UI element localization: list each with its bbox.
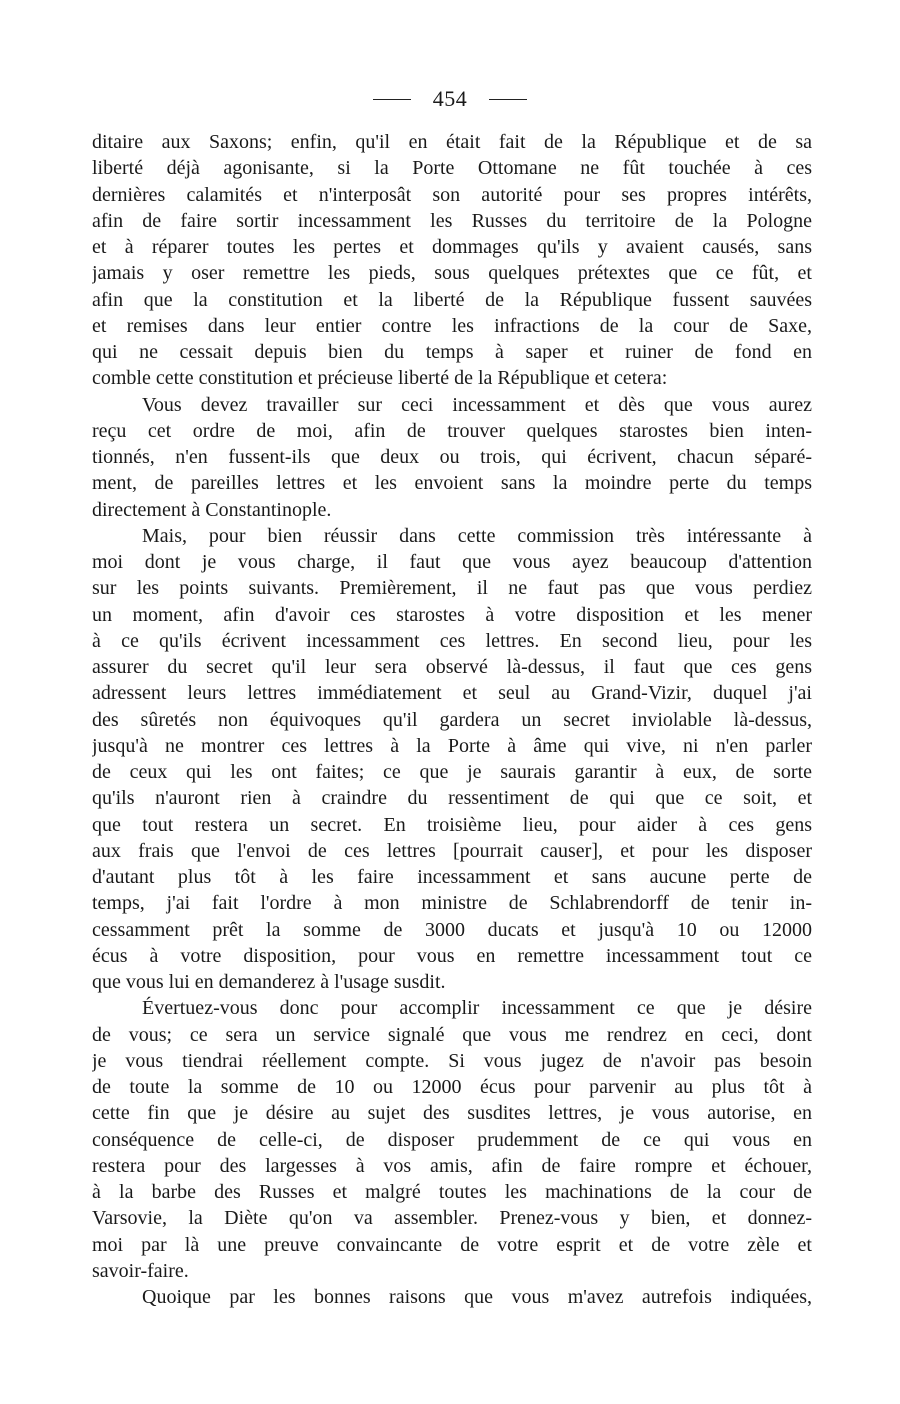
text-line: qui ne cessait depuis bien du temps à saper et ruiner de fond en bbox=[92, 341, 812, 363]
text-line: reçu cet ordre de moi, afin de trouver quelques starostes bien inten- bbox=[92, 419, 812, 442]
header-rule-left bbox=[373, 99, 411, 100]
text-line: et remises dans leur entier contre les infractions de la cour de Saxe, bbox=[92, 314, 812, 337]
text-line: jusqu'à ne montrer ces lettres à la Porte à âme qui vive, ni n'en parler bbox=[92, 734, 812, 757]
text-line: moi dont je vous charge, il faut que vous ayez beaucoup d'attention bbox=[92, 551, 812, 573]
header-rule-right bbox=[489, 99, 527, 100]
text-line: un moment, afin d'avoir ces starostes à votre disposition et les mener bbox=[92, 603, 812, 626]
text-line: conséquence de celle-ci, de disposer prudemment de ce qui vous en bbox=[92, 1128, 812, 1151]
text-line: jamais y oser remettre les pieds, sous quelques prétextes que ce fût, et bbox=[92, 262, 812, 285]
text-line: temps, j'ai fait l'ordre à mon ministre de Schlabrendorff de tenir in- bbox=[92, 892, 812, 915]
page-number: 454 bbox=[432, 86, 468, 111]
body-text bbox=[92, 129, 812, 1310]
text-line: aux frais que l'envoi de ces lettres [pourrait causer], et pour les disposer bbox=[92, 839, 812, 862]
text-line: que tout restera un secret. En troisième lieu, pour aider à ces gens bbox=[92, 813, 812, 836]
text-line: Mais, pour bien réussir dans cette commission très intéressante à bbox=[142, 524, 812, 547]
text-line: liberté déjà agonisante, si la Porte Ottomane ne fût touchée à ces bbox=[92, 157, 812, 180]
text-line: je vous tiendrai réellement compte. Si vous jugez de n'avoir pas besoin bbox=[92, 1049, 812, 1072]
text-line: Vous devez travailler sur ceci incessamment et dès que vous aurez bbox=[142, 393, 812, 416]
text-line: à ce qu'ils écrivent incessamment ces lettres. En second lieu, pour les bbox=[92, 629, 812, 652]
text-line: que vous lui en demanderez à l'usage susdit. bbox=[92, 971, 446, 993]
text-line: qu'ils n'auront rien à craindre du ressentiment de qui que ce soit, et bbox=[92, 787, 812, 810]
text-line: tionnés, n'en fussent-ils que deux ou trois, qui écrivent, chacun séparé- bbox=[92, 446, 812, 468]
text-line: de ceux qui les ont faites; ce que je saurais garantir à eux, de sorte bbox=[92, 761, 812, 783]
text-line: cette fin que je désire au sujet des susdites lettres, je vous autorise, en bbox=[92, 1102, 812, 1125]
text-line: ditaire aux Saxons; enfin, qu'il en était fait de la République et de sa bbox=[92, 131, 812, 153]
page-header bbox=[0, 84, 900, 114]
text-line: afin de faire sortir incessamment les Russes du territoire de la Pologne bbox=[92, 209, 812, 232]
text-line: afin que la constitution et la liberté de la République fussent sauvées bbox=[92, 288, 812, 311]
text-line: ment, de pareilles lettres et les envoient sans la moindre perte du temps bbox=[92, 472, 812, 495]
text-line: d'autant plus tôt à les faire incessamment et sans aucune perte de bbox=[92, 866, 812, 888]
text-line: sur les points suivants. Premièrement, il ne faut pas que vous perdiez bbox=[92, 577, 812, 600]
text-line: Évertuez-vous donc pour accomplir incessamment ce que je désire bbox=[142, 997, 812, 1020]
text-line: moi par là une preuve convaincante de votre esprit et de votre zèle et bbox=[92, 1233, 812, 1256]
text-line: comble cette constitution et précieuse liberté de la République et cetera: bbox=[92, 367, 668, 390]
text-line: écus à votre disposition, pour vous en remettre incessamment tout ce bbox=[92, 944, 812, 967]
text-line: Varsovie, la Diète qu'on va assembler. Prenez-vous y bien, et donnez- bbox=[92, 1207, 812, 1230]
text-line: et à réparer toutes les pertes et dommages qu'ils y avaient causés, sans bbox=[92, 236, 812, 258]
text-line: assurer du secret qu'il leur sera observé là-dessus, il faut que ces gens bbox=[92, 656, 812, 678]
text-line: restera pour des largesses à vos amis, afin de faire rompre et échouer, bbox=[92, 1154, 812, 1177]
text-line: savoir-faire. bbox=[92, 1259, 189, 1282]
text-line: Quoique par les bonnes raisons que vous m'avez autrefois indiquées, bbox=[142, 1286, 812, 1308]
text-line: des sûretés non équivoques qu'il gardera un secret inviolable là-dessus, bbox=[92, 708, 812, 731]
text-line: adressent leurs lettres immédiatement et seul au Grand-Vizir, duquel j'ai bbox=[92, 682, 812, 705]
text-line: directement à Constantinople. bbox=[92, 498, 332, 521]
text-line: de toute la somme de 10 ou 12000 écus pour parvenir au plus tôt à bbox=[92, 1076, 812, 1098]
text-line: cessamment prêt la somme de 3000 ducats et jusqu'à 10 ou 12000 bbox=[92, 918, 812, 941]
text-line: à la barbe des Russes et malgré toutes les machinations de la cour de bbox=[92, 1181, 812, 1203]
text-line: dernières calamités et n'interposât son autorité pour ses propres intérêts, bbox=[92, 183, 812, 206]
text-line: de vous; ce sera un service signalé que vous me rendrez en ceci, dont bbox=[92, 1023, 812, 1046]
